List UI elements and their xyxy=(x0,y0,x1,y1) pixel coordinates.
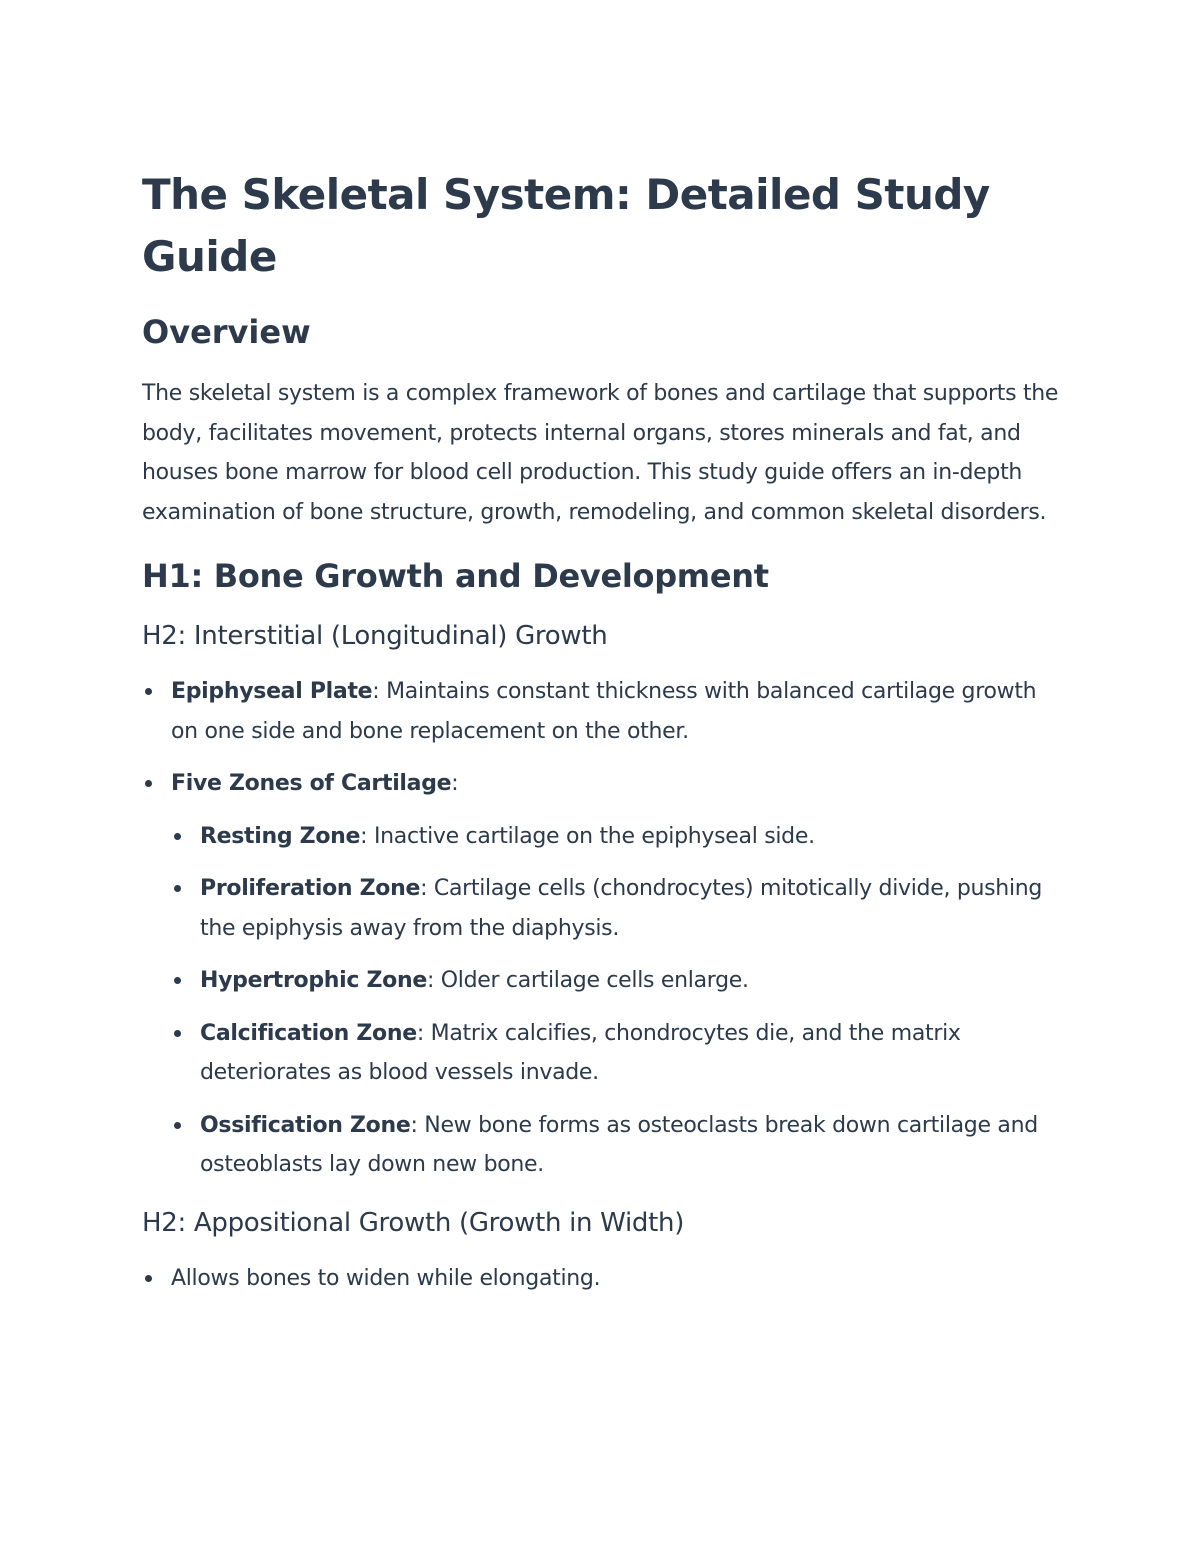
zone-text: : New bone forms as osteoclasts break down cartilage and osteoblasts lay down new bone. xyxy=(200,1112,1038,1177)
list-item xyxy=(142,764,1062,1185)
appositional-growth-list xyxy=(142,1259,1062,1299)
list-item xyxy=(142,672,1062,751)
list-item-text: : xyxy=(451,771,459,796)
list-item-term: Epiphyseal Plate xyxy=(171,679,373,704)
cartilage-zones-list xyxy=(171,817,1062,1185)
zone-item xyxy=(171,1106,1062,1185)
zone-term: Resting Zone xyxy=(200,823,361,849)
zone-text: : Older cartilage cells enlarge. xyxy=(426,968,749,993)
list-item-text: Allows bones to widen while elongating. xyxy=(171,1265,601,1291)
list-item xyxy=(142,1259,1062,1299)
overview-heading: Overview xyxy=(142,313,311,351)
interstitial-growth-list xyxy=(142,672,1062,1185)
zone-item xyxy=(171,961,1062,1001)
zone-item xyxy=(171,1014,1062,1093)
bone-growth-heading: H1: Bone Growth and Development xyxy=(142,557,769,595)
document-title: The Skeletal System: Detailed Study Guide xyxy=(142,170,990,281)
zone-term: Ossification Zone xyxy=(200,1112,411,1138)
zone-text: : Matrix calcifies, chondrocytes die, and the matrix deteriorates as blood vessels invade. xyxy=(200,1020,961,1085)
list-item-text: : Maintains constant thickness with balanced cartilage growth on one side and bone replacement on the other. xyxy=(171,679,1037,744)
document-page xyxy=(142,164,1062,1311)
zone-text: : Inactive cartilage on the epiphyseal side. xyxy=(360,823,815,849)
zone-term: Proliferation Zone xyxy=(200,876,421,901)
zone-term: Calcification Zone xyxy=(200,1020,417,1046)
overview-paragraph: The skeletal system is a complex framework of bones and cartilage that supports the body, facilitates movement, protects internal organs, stores minerals and fat, and houses bone marrow for blood cell production. This study guide offers an in-depth examination of bone structure, growth, remodeling, and common skeletal disorders. xyxy=(142,381,1059,525)
zone-term: Hypertrophic Zone xyxy=(200,968,427,993)
zone-text: : Cartilage cells (chondrocytes) mitotically divide, pushing the epiphysis away from the diaphysis. xyxy=(200,876,1043,941)
list-item-term: Five Zones of Cartilage xyxy=(171,771,452,796)
zone-item xyxy=(171,817,1062,857)
interstitial-growth-heading: H2: Interstitial (Longitudinal) Growth xyxy=(142,621,608,651)
appositional-growth-heading: H2: Appositional Growth (Growth in Width) xyxy=(142,1207,685,1238)
zone-item xyxy=(171,869,1062,948)
